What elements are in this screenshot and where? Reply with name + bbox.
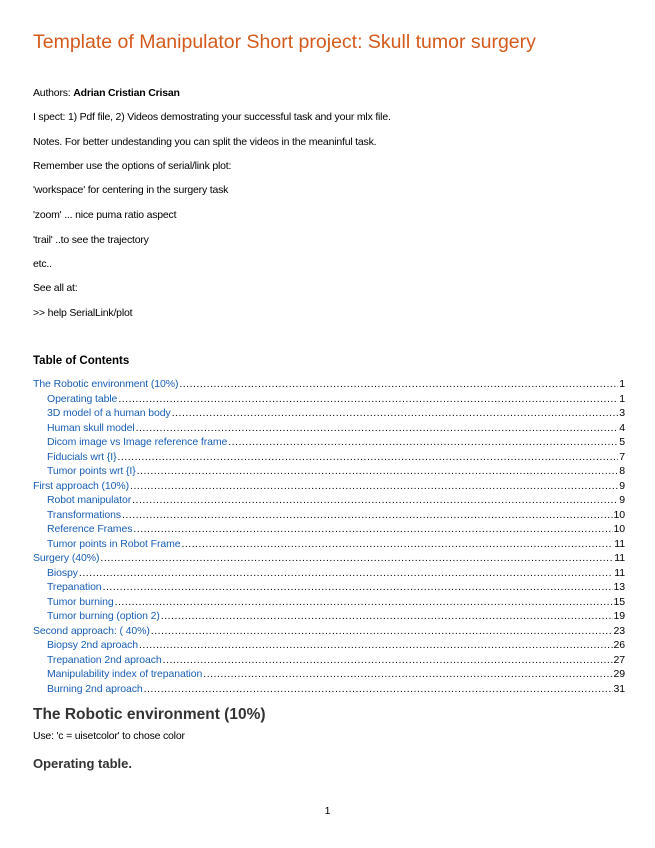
toc-entry-link[interactable]: Tumor points in Robot Frame [47,537,181,550]
toc-page-number: 8 [619,465,625,477]
toc-dot-leader [118,451,619,463]
toc-page-number: 10 [613,508,625,521]
toc-entry-link[interactable]: The Robotic environment (10%) [33,378,179,390]
toc-dot-leader [139,639,613,651]
body-line: See all at: [33,282,78,294]
toc-entry-link[interactable]: Operating table [47,392,118,405]
toc-page-number: 13 [613,581,625,593]
authors-line [33,87,180,99]
toc-entry[interactable] [33,683,625,698]
toc-page-number: 9 [619,479,625,492]
toc-entry[interactable] [33,436,625,451]
toc-page-number: 31 [613,682,625,695]
toc-page-number: 1 [619,378,625,390]
toc-page-number: 7 [619,450,625,463]
document-title: Template of Manipulator Short project: Skull tumor surgery [33,31,536,53]
toc-entry[interactable] [33,509,625,524]
toc-page-number: 11 [614,537,625,550]
toc-entry[interactable] [33,465,625,480]
body-line: 'workspace' for centering in the surgery task [33,184,229,196]
body-line: >> help SerialLink/plot [33,307,133,319]
body-line: I spect: 1) Pdf file, 2) Videos demostrating your successful task and your mlx file. [33,111,391,123]
section-heading: The Robotic environment (10%) [33,706,266,723]
toc-dot-leader [130,480,618,492]
toc-dot-leader [133,523,612,535]
toc-entry[interactable] [33,567,625,582]
section-subheading: Operating table. [33,756,132,771]
page-number: 1 [324,805,331,817]
toc-dot-leader [181,538,613,550]
toc-dot-leader [115,596,613,608]
toc-dot-leader [203,668,612,680]
toc-page-number: 1 [619,392,625,405]
toc-dot-leader [136,422,619,434]
toc-page-number: 4 [619,421,625,434]
toc-entry[interactable] [33,523,625,538]
toc-dot-leader [118,393,618,405]
toc-entry-link[interactable]: Manipulability index of trepanation [47,668,203,680]
toc-entry[interactable] [33,625,625,640]
toc-page-number: 15 [613,595,625,608]
toc-entry-link[interactable]: Trepanation 2nd aproach [47,653,162,666]
toc-dot-leader [179,378,618,390]
toc-entry-link[interactable]: Second approach: ( 40%) [33,624,150,637]
toc-entry-link[interactable]: Dicom image vs Image reference frame [47,436,228,448]
toc-page-number: 27 [613,653,625,666]
toc-heading: Table of Contents [33,355,130,367]
toc-entry[interactable] [33,393,625,408]
toc-entry-link[interactable]: Tumor burning [47,595,114,608]
toc-entry[interactable] [33,480,625,495]
toc-dot-leader [103,581,613,593]
toc-page-number: 9 [619,494,625,506]
toc-page-number: 10 [613,523,625,535]
toc-entry[interactable] [33,451,625,466]
toc-entry-link[interactable]: Surgery (40%) [33,552,100,564]
toc-page-number: 19 [613,610,625,622]
section-text: Use: 'c = uisetcolor' to chose color [33,730,185,742]
toc-entry-link[interactable]: Transformations [47,508,121,521]
toc-dot-leader [122,509,613,521]
toc-entry[interactable] [33,654,625,669]
toc-entry-link[interactable]: Tumor burning (option 2) [47,610,160,622]
toc-entry-link[interactable]: Reference Frames [47,523,133,535]
toc-dot-leader [228,436,618,448]
toc-dot-leader [151,625,613,637]
toc-page-number: 11 [614,566,625,579]
toc-entry[interactable] [33,596,625,611]
toc-dot-leader [144,683,613,695]
toc-entry-link[interactable]: Biospy [47,566,78,579]
body-line: etc.. [33,258,52,270]
toc-dot-leader [100,552,613,564]
toc-entry[interactable] [33,639,625,654]
toc-entry[interactable] [33,668,625,683]
toc-entry[interactable] [33,610,625,625]
toc-page-number: 3 [619,407,625,419]
body-line: Notes. For better undestanding you can split the videos in the meaninful task. [33,136,377,148]
toc-entry-link[interactable]: Robot manipulator [47,494,132,506]
toc-entry-link[interactable]: First approach (10%) [33,479,130,492]
toc-entry-link[interactable]: Tumor points wrt {I} [47,465,136,477]
toc-dot-leader [79,567,613,579]
toc-entry-link[interactable]: Biopsy 2nd aproach [47,639,139,651]
toc-dot-leader [163,654,613,666]
toc-dot-leader [137,465,619,477]
toc-page-number: 26 [613,639,625,651]
toc-entry[interactable] [33,378,625,393]
author-name: Adrian Cristian Crisan [73,87,180,99]
toc-entry-link[interactable]: 3D model of a human body [47,407,171,419]
body-line: 'zoom' ... nice puma ratio aspect [33,209,177,221]
authors-label: Authors: [33,87,74,99]
toc-entry[interactable] [33,538,625,553]
toc-dot-leader [161,610,613,622]
table-of-contents [33,378,625,697]
toc-dot-leader [172,407,619,419]
toc-entry-link[interactable]: Human skull model [47,421,135,434]
toc-entry[interactable] [33,494,625,509]
toc-entry-link[interactable]: Trepanation [47,581,102,593]
toc-entry[interactable] [33,422,625,437]
toc-page-number: 11 [614,552,625,564]
toc-dot-leader [132,494,618,506]
body-line: 'trail' ..to see the trajectory [33,234,149,246]
toc-entry-link[interactable]: Burning 2nd aproach [47,682,143,695]
toc-page-number: 5 [619,436,625,448]
toc-entry[interactable] [33,407,625,422]
toc-entry[interactable] [33,552,625,567]
toc-entry-link[interactable]: Fiducials wrt {I} [47,450,117,463]
toc-entry[interactable] [33,581,625,596]
toc-page-number: 29 [613,668,625,680]
toc-page-number: 23 [613,624,625,637]
body-line: Remember use the options of serial/link plot: [33,160,232,172]
